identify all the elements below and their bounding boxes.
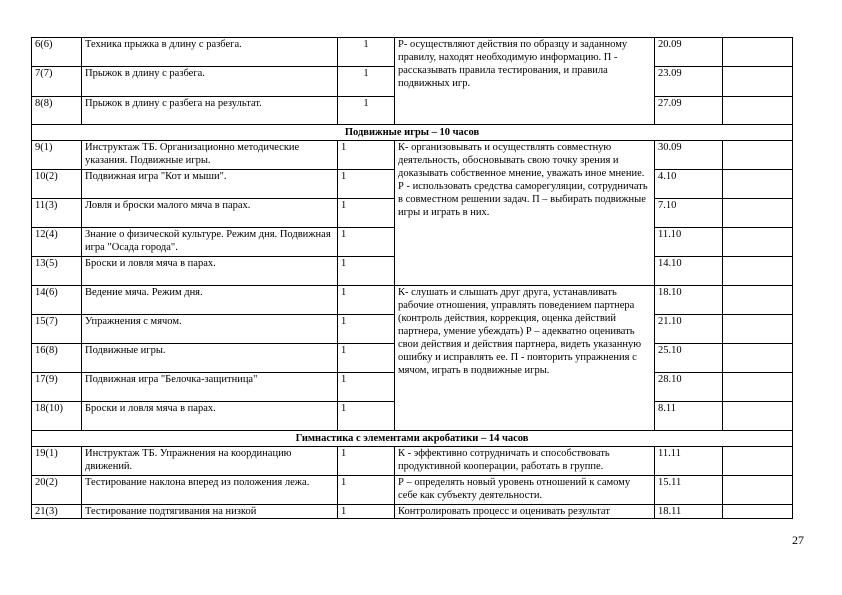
- lesson-topic: Подвижная игра "Кот и мыши".: [82, 170, 338, 199]
- lesson-date: 14.10: [655, 257, 723, 286]
- lesson-number: 20(2): [32, 476, 82, 505]
- lesson-topic: Подвижные игры.: [82, 344, 338, 373]
- lesson-topic: Знание о физической культуре. Режим дня. Подвижная игра "Осада города".: [82, 228, 338, 257]
- table-row: [32, 38, 793, 67]
- lesson-topic: Тестирование наклона вперед из положения лежа.: [82, 476, 338, 505]
- lesson-date: 11.10: [655, 228, 723, 257]
- lesson-number: 6(6): [32, 38, 82, 67]
- lesson-date: 23.09: [655, 67, 723, 97]
- section-title: Подвижные игры – 10 часов: [32, 125, 793, 141]
- lesson-plan-table: [31, 37, 793, 519]
- lesson-note: [723, 97, 793, 125]
- lesson-topic: Прыжок в длину с разбега.: [82, 67, 338, 97]
- lesson-uud: К - эффективно сотрудничать и способствовать продуктивной кооперации, работать в группе.: [395, 447, 655, 476]
- lesson-note: [723, 170, 793, 199]
- lesson-number: 11(3): [32, 199, 82, 228]
- lesson-hours: 1: [338, 228, 395, 257]
- lesson-hours: 1: [338, 344, 395, 373]
- lesson-hours: 1: [338, 315, 395, 344]
- lesson-number: 7(7): [32, 67, 82, 97]
- lesson-date: 20.09: [655, 38, 723, 67]
- lesson-topic: Броски и ловля мяча в парах.: [82, 402, 338, 431]
- lesson-note: [723, 257, 793, 286]
- lesson-hours: 1: [338, 373, 395, 402]
- lesson-number: 9(1): [32, 141, 82, 170]
- lesson-date: 21.10: [655, 315, 723, 344]
- lesson-note: [723, 286, 793, 315]
- lesson-number: 18(10): [32, 402, 82, 431]
- lesson-topic: Подвижная игра "Белочка-защитница": [82, 373, 338, 402]
- lesson-number: 15(7): [32, 315, 82, 344]
- lesson-hours: 1: [338, 402, 395, 431]
- lesson-note: [723, 402, 793, 431]
- lesson-hours: 1: [338, 505, 395, 519]
- lesson-date: 18.10: [655, 286, 723, 315]
- lesson-uud: Р – определять новый уровень отношений к самому себе как субъекту деятельности.: [395, 476, 655, 505]
- lesson-number: 13(5): [32, 257, 82, 286]
- section-header-row: [32, 431, 793, 447]
- lesson-date: 28.10: [655, 373, 723, 402]
- lesson-uud: Р- осуществляют действия по образцу и заданному правилу, находят необходимую информацию. П - рассказывать правила тестирования, и правила подвижных игр.: [395, 38, 655, 125]
- lesson-topic: Инструктаж ТБ. Упражнения на координацию движений.: [82, 447, 338, 476]
- lesson-note: [723, 315, 793, 344]
- lesson-date: 30.09: [655, 141, 723, 170]
- lesson-note: [723, 67, 793, 97]
- lesson-hours: 1: [338, 199, 395, 228]
- lesson-note: [723, 476, 793, 505]
- section-title: Гимнастика с элементами акробатики – 14 часов: [32, 431, 793, 447]
- lesson-note: [723, 505, 793, 519]
- lesson-number: 10(2): [32, 170, 82, 199]
- lesson-date: 25.10: [655, 344, 723, 373]
- lesson-topic: Инструктаж ТБ. Организационно методические указания. Подвижные игры.: [82, 141, 338, 170]
- lesson-hours: 1: [338, 38, 395, 67]
- lesson-number: 19(1): [32, 447, 82, 476]
- lesson-hours: 1: [338, 286, 395, 315]
- lesson-number: 12(4): [32, 228, 82, 257]
- lesson-date: 7.10: [655, 199, 723, 228]
- table-row: [32, 141, 793, 170]
- lesson-uud: К- слушать и слышать друг друга, устанавливать рабочие отношения, управлять поведением партнера (контроль действия, коррекция, оценка действий партнера, умение убеждать) Р – адекватно оценивать свои действия и действия партнера, видеть указанную ошибку и исправлять ее. П - повторить упражнения с мячом, играть в подвижные игры.: [395, 286, 655, 431]
- lesson-date: 8.11: [655, 402, 723, 431]
- lesson-hours: 1: [338, 170, 395, 199]
- lesson-hours: 1: [338, 141, 395, 170]
- lesson-date: 18.11: [655, 505, 723, 519]
- lesson-note: [723, 447, 793, 476]
- table-row: [32, 505, 793, 519]
- page-number: 27: [792, 533, 804, 547]
- lesson-date: 4.10: [655, 170, 723, 199]
- lesson-number: 16(8): [32, 344, 82, 373]
- lesson-note: [723, 228, 793, 257]
- lesson-topic: Упражнения с мячом.: [82, 315, 338, 344]
- lesson-topic: Ловля и броски малого мяча в парах.: [82, 199, 338, 228]
- lesson-hours: 1: [338, 476, 395, 505]
- lesson-date: 11.11: [655, 447, 723, 476]
- lesson-number: 8(8): [32, 97, 82, 125]
- lesson-number: 21(3): [32, 505, 82, 519]
- lesson-date: 27.09: [655, 97, 723, 125]
- lesson-topic: Прыжок в длину с разбега на результат.: [82, 97, 338, 125]
- lesson-number: 17(9): [32, 373, 82, 402]
- lesson-note: [723, 38, 793, 67]
- lesson-uud: Контролировать процесс и оценивать результат: [395, 505, 655, 519]
- lesson-note: [723, 199, 793, 228]
- lesson-hours: 1: [338, 97, 395, 125]
- lesson-hours: 1: [338, 67, 395, 97]
- lesson-topic: Броски и ловля мяча в парах.: [82, 257, 338, 286]
- table-row: [32, 447, 793, 476]
- lesson-number: 14(6): [32, 286, 82, 315]
- table-row: [32, 286, 793, 315]
- lesson-date: 15.11: [655, 476, 723, 505]
- lesson-topic: Ведение мяча. Режим дня.: [82, 286, 338, 315]
- lesson-note: [723, 344, 793, 373]
- lesson-topic: Техника прыжка в длину с разбега.: [82, 38, 338, 67]
- lesson-note: [723, 141, 793, 170]
- lesson-hours: 1: [338, 447, 395, 476]
- table-row: [32, 476, 793, 505]
- lesson-hours: 1: [338, 257, 395, 286]
- lesson-uud: К- организовывать и осуществлять совместную деятельность, обосновывать свою точку зрения и доказывать собственное мнение, уважать иное мнение. Р - использовать средства саморегуляции, сотрудничать в совместном решении задач. П – выбирать подвижные игры и играть в них.: [395, 141, 655, 286]
- section-header-row: [32, 125, 793, 141]
- lesson-note: [723, 373, 793, 402]
- lesson-topic: Тестирование подтягивания на низкой: [82, 505, 338, 519]
